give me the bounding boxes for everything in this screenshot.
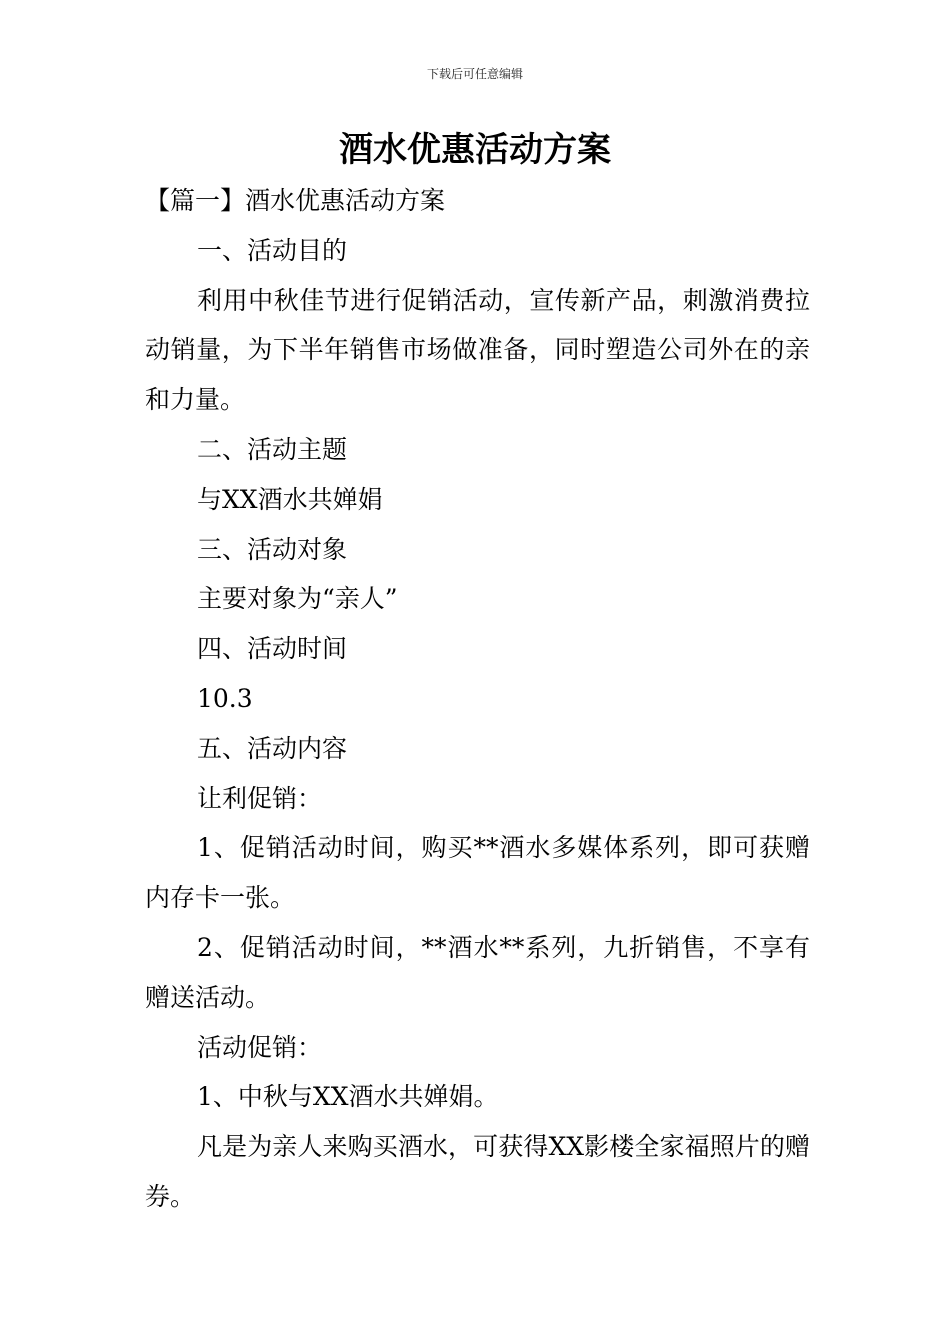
document-body <box>145 176 810 1222</box>
paragraph: 利用中秋佳节进行促销活动，宣传新产品，刺激消费拉动销量，为下半年销售市场做准备，同时塑造公司外在的亲和力量。 <box>145 285 810 415</box>
list-item: 1、中秋与XX酒水共婵娟。 <box>197 1082 499 1112</box>
paragraph: 让利促销： <box>197 783 323 813</box>
section-heading: 一、活动目的 <box>197 235 348 265</box>
paragraph: 10.3 <box>197 683 253 713</box>
section-heading: 五、活动内容 <box>197 733 348 763</box>
document-title: 酒水优惠活动方案 <box>339 130 611 170</box>
paragraph: 主要对象为“亲人” <box>197 584 398 614</box>
section-heading-pian-yi: 【篇一】酒水优惠活动方案 <box>145 186 446 215</box>
list-item: 1、促销活动时间，购买**酒水多媒体系列，即可获赠内存卡一张。 <box>145 833 810 913</box>
paragraph: 活动促销： <box>197 1032 323 1062</box>
paragraph: 与XX酒水共婵娟 <box>197 484 383 514</box>
section-heading: 三、活动对象 <box>197 534 348 564</box>
header-note: 下载后可任意编辑 <box>426 67 523 81</box>
list-item: 2、促销活动时间，**酒水**系列，九折销售，不享有赠送活动。 <box>145 932 810 1012</box>
section-heading: 四、活动时间 <box>197 634 348 664</box>
section-heading: 二、活动主题 <box>197 434 348 464</box>
paragraph: 凡是为亲人来购买酒水，可获得XX影楼全家福照片的赠券。 <box>145 1132 810 1211</box>
